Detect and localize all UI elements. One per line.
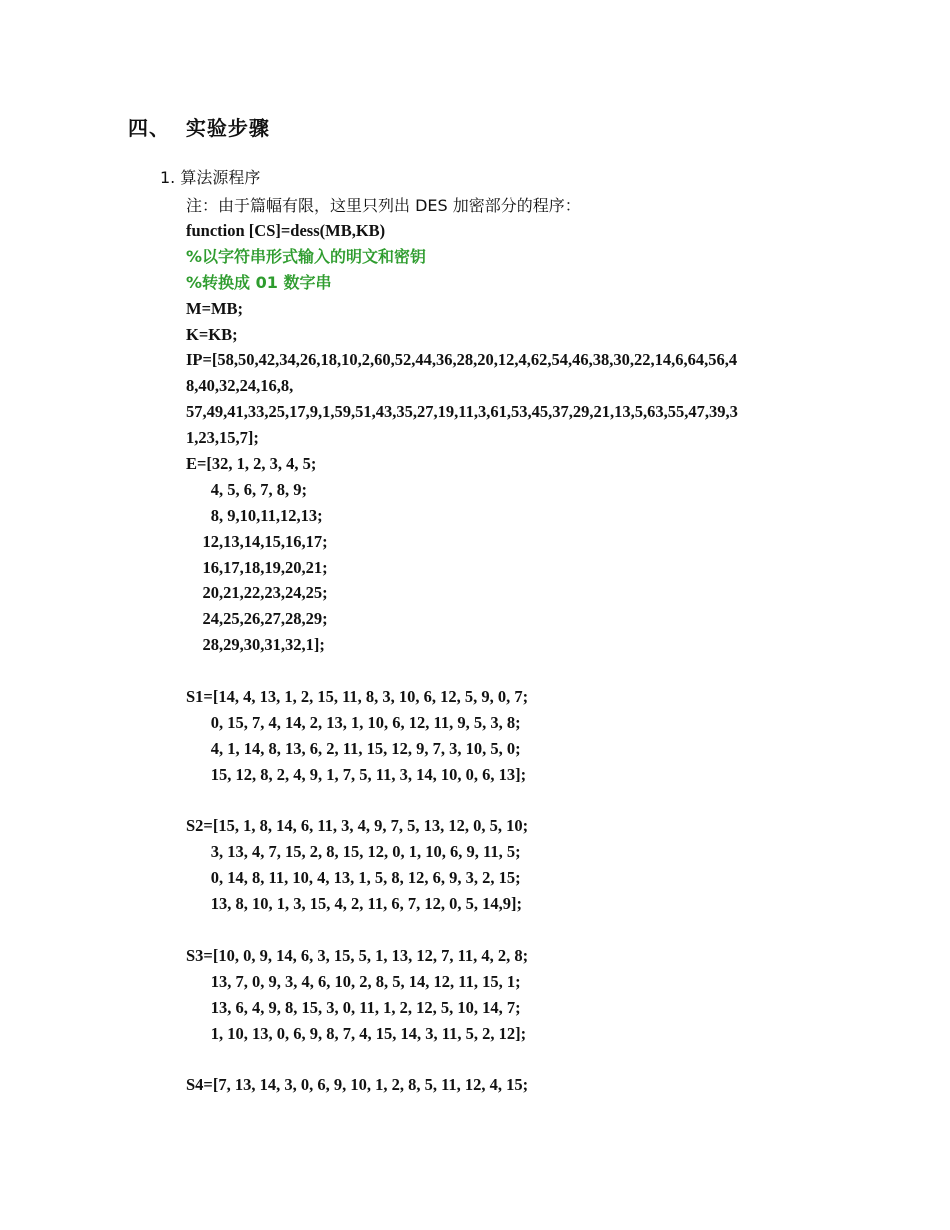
code-line: 8,40,32,24,16,8, bbox=[186, 376, 294, 396]
code-line: E=[32, 1, 2, 3, 4, 5; bbox=[186, 454, 317, 474]
code-line: 20,21,22,23,24,25; bbox=[186, 583, 328, 603]
code-line: 13, 8, 10, 1, 3, 15, 4, 2, 11, 6, 7, 12, 0, 5, 14,9]; bbox=[186, 894, 522, 914]
code-line: M=MB; bbox=[186, 298, 244, 318]
code-line: 12,13,14,15,16,17; bbox=[186, 531, 328, 551]
code-line bbox=[186, 917, 738, 943]
code-line: 13, 7, 0, 9, 3, 4, 6, 10, 2, 8, 5, 14, 12, 11, 15, 1; bbox=[186, 971, 521, 991]
code-line: 24,25,26,27,28,29; bbox=[186, 609, 328, 629]
code-line: 13, 6, 4, 9, 8, 15, 3, 0, 11, 1, 2, 12, 5, 10, 14, 7; bbox=[186, 997, 521, 1017]
code-listing bbox=[186, 218, 738, 1098]
code-line: 1, 10, 13, 0, 6, 9, 8, 7, 4, 15, 14, 3, 11, 5, 2, 12]; bbox=[186, 1023, 527, 1043]
section-heading: 四、 实验步骤 bbox=[128, 116, 270, 140]
code-line: S4=[7, 13, 14, 3, 0, 6, 9, 10, 1, 2, 8, 5, 11, 12, 4, 15; bbox=[186, 1075, 529, 1095]
code-line: 57,49,41,33,25,17,9,1,59,51,43,35,27,19,11,3,61,53,45,37,29,21,13,5,63,55,47,39,3 bbox=[186, 402, 738, 422]
code-line: 3, 13, 4, 7, 15, 2, 8, 15, 12, 0, 1, 10, 6, 9, 11, 5; bbox=[186, 842, 521, 862]
code-line bbox=[186, 1047, 738, 1073]
code-line: 16,17,18,19,20,21; bbox=[186, 557, 328, 577]
code-line: function [CS]=dess(MB,KB) bbox=[186, 221, 386, 240]
code-line bbox=[186, 788, 738, 814]
subsection-heading: 1. 算法源程序 bbox=[160, 168, 261, 187]
note-text: 注：由于篇幅有限，这里只列出 DES 加密部分的程序： bbox=[186, 196, 581, 215]
code-line: 8, 9,10,11,12,13; bbox=[186, 505, 323, 525]
code-line: K=KB; bbox=[186, 324, 238, 344]
code-comment-line: %转换成 01 数字串 bbox=[186, 272, 332, 292]
code-line bbox=[186, 658, 738, 684]
code-line: 15, 12, 8, 2, 4, 9, 1, 7, 5, 11, 3, 14, 10, 0, 6, 13]; bbox=[186, 764, 527, 784]
code-line: S2=[15, 1, 8, 14, 6, 11, 3, 4, 9, 7, 5, 13, 12, 0, 5, 10; bbox=[186, 816, 529, 836]
code-line: IP=[58,50,42,34,26,18,10,2,60,52,44,36,28,20,12,4,62,54,46,38,30,22,14,6,64,56,4 bbox=[186, 350, 738, 370]
code-line: S1=[14, 4, 13, 1, 2, 15, 11, 8, 3, 10, 6, 12, 5, 9, 0, 7; bbox=[186, 687, 529, 707]
code-line: 1,23,15,7]; bbox=[186, 428, 259, 448]
code-line: 28,29,30,31,32,1]; bbox=[186, 635, 325, 655]
code-line: S3=[10, 0, 9, 14, 6, 3, 15, 5, 1, 13, 12, 7, 11, 4, 2, 8; bbox=[186, 945, 529, 965]
code-line: 0, 15, 7, 4, 14, 2, 13, 1, 10, 6, 12, 11, 9, 5, 3, 8; bbox=[186, 712, 521, 732]
code-line: 4, 1, 14, 8, 13, 6, 2, 11, 15, 12, 9, 7, 3, 10, 5, 0; bbox=[186, 738, 521, 758]
code-line: 0, 14, 8, 11, 10, 4, 13, 1, 5, 8, 12, 6, 9, 3, 2, 15; bbox=[186, 868, 521, 888]
code-line: 4, 5, 6, 7, 8, 9; bbox=[186, 479, 307, 499]
code-comment-line: %以字符串形式输入的明文和密钥 bbox=[186, 246, 427, 266]
